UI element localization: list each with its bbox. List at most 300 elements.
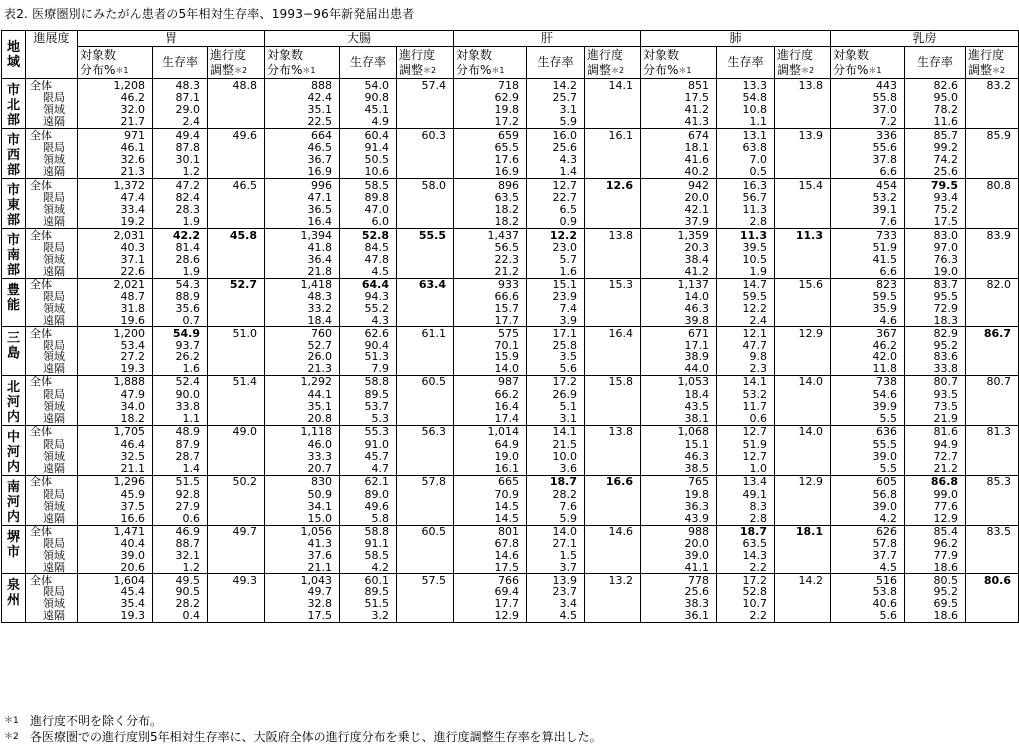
table-cell: 49.1 xyxy=(717,488,775,500)
table-cell: 636 xyxy=(831,425,905,438)
stage-label: 領域 xyxy=(26,351,78,363)
table-cell: 36.3 xyxy=(641,500,717,512)
table-cell: 87.8 xyxy=(153,141,208,153)
table-cell: 1,418 xyxy=(265,279,340,291)
table-cell: 12.9 xyxy=(905,512,966,525)
table-cell: 96.2 xyxy=(905,538,966,550)
table-cell xyxy=(775,586,831,598)
table-cell: 1.5 xyxy=(527,549,585,561)
table-cell: 16.1 xyxy=(454,462,527,475)
table-row-stage xyxy=(2,538,1019,550)
table-cell xyxy=(208,561,265,573)
header-adjusted-label: 進行度 xyxy=(587,47,624,62)
table-cell: 45.7 xyxy=(340,450,397,462)
table-row-stage xyxy=(2,216,1019,229)
stage-label: 遠隔 xyxy=(26,116,78,129)
table-cell: 79.5 xyxy=(905,179,966,192)
stage-label: 遠隔 xyxy=(26,610,78,622)
table-cell xyxy=(208,363,265,375)
table-cell: 15.3 xyxy=(585,279,641,291)
table-cell: 52.7 xyxy=(265,339,340,351)
header-adjusted-label: 進行度 xyxy=(210,47,247,62)
table-cell xyxy=(208,488,265,500)
table-cell: 54.8 xyxy=(717,91,775,103)
table-cell xyxy=(966,598,1019,610)
table-cell: 94.3 xyxy=(340,291,397,303)
header-stage: 進展度 xyxy=(26,31,78,79)
table-cell: 38.4 xyxy=(641,253,717,265)
table-cell: 55.5 xyxy=(831,438,905,450)
header-adjusted-label2: 調整 xyxy=(399,62,424,77)
table-cell xyxy=(208,91,265,103)
table-row-stage xyxy=(2,315,1019,327)
table-cell: 25.6 xyxy=(641,586,717,598)
table-cell: 5.5 xyxy=(831,412,905,425)
table-cell: 12.1 xyxy=(717,327,775,339)
table-cell: 39.0 xyxy=(831,450,905,462)
table-cell: 37.8 xyxy=(831,153,905,165)
stage-label: 限局 xyxy=(26,488,78,500)
table-cell: 16.9 xyxy=(265,166,340,179)
table-cell xyxy=(585,388,641,400)
table-cell: 1,043 xyxy=(265,574,340,586)
stage-label: 限局 xyxy=(26,339,78,351)
table-cell xyxy=(208,500,265,512)
table-cell: 58.5 xyxy=(340,179,397,192)
table-cell xyxy=(208,462,265,475)
table-cell: 81.4 xyxy=(153,241,208,253)
table-cell: 13.1 xyxy=(717,129,775,142)
header-site: 大腸 xyxy=(265,31,454,47)
table-cell: 18.7 xyxy=(717,525,775,537)
table-cell: 29.0 xyxy=(153,103,208,115)
table-cell: 17.6 xyxy=(454,153,527,165)
table-cell: 47.9 xyxy=(78,388,153,400)
table-cell: 83.7 xyxy=(905,279,966,291)
table-cell: 69.5 xyxy=(905,598,966,610)
table-row-stage xyxy=(2,598,1019,610)
footnote-mark-1: ＊1 xyxy=(302,65,316,75)
table-cell: 12.6 xyxy=(585,179,641,192)
table-cell xyxy=(208,598,265,610)
table-cell: 74.2 xyxy=(905,153,966,165)
stage-label: 領域 xyxy=(26,450,78,462)
table-cell: 2.8 xyxy=(717,512,775,525)
stage-label: 遠隔 xyxy=(26,412,78,425)
header-adjusted xyxy=(585,47,641,79)
table-cell: 765 xyxy=(641,475,717,488)
footnote-mark: ＊2 xyxy=(4,732,19,742)
table-cell: 851 xyxy=(641,79,717,92)
table-cell: 367 xyxy=(831,327,905,339)
footnote-mark-2: ＊2 xyxy=(423,65,437,75)
table-cell xyxy=(397,438,454,450)
table-cell: 336 xyxy=(831,129,905,142)
header-adjusted-label2: 調整 xyxy=(777,62,802,77)
table-cell: 15.4 xyxy=(775,179,831,192)
table-cell: 46.5 xyxy=(208,179,265,192)
header-site: 肺 xyxy=(641,31,831,47)
table-cell: 16.1 xyxy=(585,129,641,142)
stage-label: 遠隔 xyxy=(26,266,78,279)
table-cell xyxy=(585,538,641,550)
table-cell xyxy=(775,303,831,315)
table-cell: 36.7 xyxy=(265,153,340,165)
table-cell xyxy=(208,438,265,450)
table-cell xyxy=(397,598,454,610)
table-cell: 19.8 xyxy=(641,488,717,500)
table-cell: 0.5 xyxy=(717,166,775,179)
table-cell: 63.5 xyxy=(717,538,775,550)
table-cell: 19.2 xyxy=(78,216,153,229)
table-cell: 43.9 xyxy=(641,512,717,525)
table-cell: 47.0 xyxy=(340,203,397,215)
table-cell: 38.9 xyxy=(641,351,717,363)
table-cell xyxy=(775,103,831,115)
table-cell: 2.4 xyxy=(153,116,208,129)
header-row-sites xyxy=(2,31,1019,47)
table-cell: 39.8 xyxy=(641,315,717,327)
table-cell: 20.0 xyxy=(641,538,717,550)
table-cell: 7.2 xyxy=(831,116,905,129)
footnote-mark-1: ＊1 xyxy=(678,65,692,75)
table-cell: 93.7 xyxy=(153,339,208,351)
table-cell: 4.3 xyxy=(527,153,585,165)
table-cell xyxy=(208,266,265,279)
header-survival: 生存率 xyxy=(905,47,966,79)
table-cell: 17.7 xyxy=(454,598,527,610)
table-cell: 51.5 xyxy=(340,598,397,610)
table-cell xyxy=(775,339,831,351)
table-cell: 26.0 xyxy=(265,351,340,363)
table-cell: 41.6 xyxy=(641,153,717,165)
table-cell: 21.9 xyxy=(905,412,966,425)
table-cell xyxy=(966,549,1019,561)
table-cell: 33.3 xyxy=(265,450,340,462)
table-cell: 72.7 xyxy=(905,450,966,462)
table-cell xyxy=(775,450,831,462)
table-cell xyxy=(397,153,454,165)
region-name-text: 市北部 xyxy=(6,83,20,128)
table-cell: 32.0 xyxy=(78,103,153,115)
table-cell xyxy=(966,191,1019,203)
table-cell: 62.6 xyxy=(340,327,397,339)
table-cell: 14.1 xyxy=(585,79,641,92)
table-cell xyxy=(397,191,454,203)
table-cell xyxy=(208,586,265,598)
table-cell xyxy=(775,561,831,573)
table-row-stage xyxy=(2,103,1019,115)
table-cell: 14.6 xyxy=(585,525,641,537)
table-cell: 64.4 xyxy=(340,279,397,291)
table-cell: 82.0 xyxy=(966,279,1019,291)
table-cell xyxy=(775,500,831,512)
table-cell xyxy=(585,266,641,279)
table-row-stage xyxy=(2,363,1019,375)
table-cell: 1.2 xyxy=(153,561,208,573)
table-cell: 47.1 xyxy=(265,191,340,203)
region-name xyxy=(2,79,26,129)
table-cell xyxy=(966,412,1019,425)
table-cell xyxy=(208,191,265,203)
table-cell: 4.5 xyxy=(831,561,905,573)
stage-label: 全体 xyxy=(26,129,78,142)
stage-label: 全体 xyxy=(26,425,78,438)
table-cell: 35.4 xyxy=(78,598,153,610)
table-cell: 1.1 xyxy=(153,412,208,425)
table-cell xyxy=(397,291,454,303)
table-cell: 23.7 xyxy=(527,586,585,598)
table-cell: 1,118 xyxy=(265,425,340,438)
table-cell: 942 xyxy=(641,179,717,192)
table-cell xyxy=(208,103,265,115)
table-cell: 83.5 xyxy=(966,525,1019,537)
table-cell: 443 xyxy=(831,79,905,92)
table-cell xyxy=(585,610,641,622)
table-cell: 659 xyxy=(454,129,527,142)
table-cell xyxy=(966,363,1019,375)
table-cell: 19.3 xyxy=(78,363,153,375)
table-cell: 95.5 xyxy=(905,291,966,303)
table-cell: 48.7 xyxy=(78,291,153,303)
table-cell: 45.1 xyxy=(340,103,397,115)
stage-label: 領域 xyxy=(26,153,78,165)
table-cell: 53.2 xyxy=(831,191,905,203)
table-cell: 15.1 xyxy=(641,438,717,450)
table-cell: 1,394 xyxy=(265,229,340,242)
stage-label: 全体 xyxy=(26,79,78,92)
table-row-total xyxy=(2,279,1019,291)
stage-label: 全体 xyxy=(26,525,78,537)
table-cell: 17.2 xyxy=(717,574,775,586)
table-row-stage xyxy=(2,500,1019,512)
table-cell xyxy=(775,91,831,103)
table-cell: 83.2 xyxy=(966,79,1019,92)
table-cell xyxy=(775,412,831,425)
region-name-text: 市南部 xyxy=(6,233,20,278)
footnote-mark: ＊1 xyxy=(4,716,19,726)
table-cell xyxy=(397,266,454,279)
table-cell: 2.4 xyxy=(717,315,775,327)
table-cell: 21.2 xyxy=(905,462,966,475)
table-cell: 37.6 xyxy=(265,549,340,561)
table-cell: 83.0 xyxy=(905,229,966,242)
table-cell: 49.7 xyxy=(208,525,265,537)
table-row-stage xyxy=(2,549,1019,561)
table-row-stage xyxy=(2,438,1019,450)
footnote-text: 各医療圏での進行度別5年相対生存率に、大阪府全体の進行度分布を乗じ、進行度調整生存率を算出した。 xyxy=(30,730,602,744)
table-cell: 57.8 xyxy=(831,538,905,550)
table-cell: 14.1 xyxy=(527,425,585,438)
table-cell xyxy=(208,315,265,327)
table-cell: 13.9 xyxy=(775,129,831,142)
header-region-text: 地域 xyxy=(6,39,20,70)
header-site: 胃 xyxy=(78,31,265,47)
table-cell: 1,292 xyxy=(265,375,340,388)
table-cell: 20.6 xyxy=(78,561,153,573)
stage-label: 全体 xyxy=(26,574,78,586)
table-cell: 30.1 xyxy=(153,153,208,165)
table-row-stage xyxy=(2,450,1019,462)
table-cell: 19.6 xyxy=(78,315,153,327)
table-cell xyxy=(397,400,454,412)
table-cell xyxy=(397,253,454,265)
table-cell: 2.8 xyxy=(717,216,775,229)
table-cell: 20.0 xyxy=(641,191,717,203)
table-row-stage xyxy=(2,586,1019,598)
table-cell: 64.9 xyxy=(454,438,527,450)
table-cell xyxy=(966,538,1019,550)
table-cell: 38.5 xyxy=(641,462,717,475)
table-cell xyxy=(585,400,641,412)
footnote-mark-2: ＊2 xyxy=(801,65,815,75)
table-cell xyxy=(966,91,1019,103)
table-cell: 1.4 xyxy=(153,462,208,475)
table-cell: 41.1 xyxy=(641,561,717,573)
table-row-stage xyxy=(2,400,1019,412)
footnote-mark-2: ＊2 xyxy=(234,65,248,75)
table-cell: 14.3 xyxy=(717,549,775,561)
table-row-stage xyxy=(2,91,1019,103)
table-cell: 18.1 xyxy=(641,141,717,153)
table-row-stage xyxy=(2,610,1019,622)
table-cell: 88.7 xyxy=(153,538,208,550)
stage-label: 遠隔 xyxy=(26,363,78,375)
table-cell xyxy=(208,241,265,253)
table-cell: 69.4 xyxy=(454,586,527,598)
table-cell xyxy=(208,339,265,351)
table-cell: 56.7 xyxy=(717,191,775,203)
table-cell: 14.2 xyxy=(527,79,585,92)
table-cell: 1.6 xyxy=(153,363,208,375)
table-cell: 5.7 xyxy=(527,253,585,265)
header-site: 乳房 xyxy=(831,31,1019,47)
table-row-stage xyxy=(2,253,1019,265)
header-survival: 生存率 xyxy=(340,47,397,79)
table-cell: 58.0 xyxy=(397,179,454,192)
table-cell: 1,471 xyxy=(78,525,153,537)
table-cell xyxy=(966,400,1019,412)
table-cell: 55.3 xyxy=(340,425,397,438)
stage-label: 全体 xyxy=(26,327,78,339)
table-row-stage xyxy=(2,561,1019,573)
table-cell: 80.8 xyxy=(966,179,1019,192)
header-adjusted-label2: 調整 xyxy=(210,62,235,77)
table-cell xyxy=(397,488,454,500)
table-cell: 19.0 xyxy=(905,266,966,279)
table-cell: 12.7 xyxy=(527,179,585,192)
footnote-mark-2: ＊2 xyxy=(611,65,625,75)
table-cell: 16.6 xyxy=(585,475,641,488)
table-cell: 1,053 xyxy=(641,375,717,388)
table-row-stage xyxy=(2,241,1019,253)
table-cell xyxy=(775,116,831,129)
table-cell: 58.8 xyxy=(340,375,397,388)
stage-label: 全体 xyxy=(26,279,78,291)
table-cell: 15.6 xyxy=(775,279,831,291)
table-cell xyxy=(397,241,454,253)
table-cell: 87.1 xyxy=(153,91,208,103)
table-cell xyxy=(966,153,1019,165)
region-name-text: 中河内 xyxy=(6,429,20,475)
table-cell: 51.0 xyxy=(208,327,265,339)
table-cell: 17.7 xyxy=(454,315,527,327)
table-cell: 674 xyxy=(641,129,717,142)
table-cell: 13.8 xyxy=(585,229,641,242)
table-cell: 1,888 xyxy=(78,375,153,388)
table-cell xyxy=(966,438,1019,450)
table-cell: 89.8 xyxy=(340,191,397,203)
table-cell: 52.7 xyxy=(208,279,265,291)
table-cell xyxy=(397,462,454,475)
table-cell: 14.7 xyxy=(717,279,775,291)
table-cell xyxy=(775,598,831,610)
table-cell: 45.8 xyxy=(208,229,265,242)
table-cell: 33.8 xyxy=(153,400,208,412)
table-cell: 1,296 xyxy=(78,475,153,488)
stage-label: 領域 xyxy=(26,549,78,561)
region-name xyxy=(2,129,26,179)
table-cell: 48.3 xyxy=(265,291,340,303)
table-cell: 46.4 xyxy=(78,438,153,450)
table-cell: 4.5 xyxy=(340,266,397,279)
table-cell: 90.0 xyxy=(153,388,208,400)
stage-label: 遠隔 xyxy=(26,166,78,179)
table-cell: 80.7 xyxy=(966,375,1019,388)
table-cell: 42.0 xyxy=(831,351,905,363)
table-cell: 82.9 xyxy=(905,327,966,339)
table-cell: 1,437 xyxy=(454,229,527,242)
table-cell: 10.6 xyxy=(340,166,397,179)
table-cell: 21.5 xyxy=(527,438,585,450)
table-cell: 21.3 xyxy=(265,363,340,375)
table-cell: 90.5 xyxy=(153,586,208,598)
table-cell: 47.8 xyxy=(340,253,397,265)
table-cell: 53.4 xyxy=(78,339,153,351)
table-cell: 82.6 xyxy=(905,79,966,92)
table-cell xyxy=(775,488,831,500)
table-cell xyxy=(208,303,265,315)
table-cell xyxy=(775,538,831,550)
table-cell: 19.0 xyxy=(454,450,527,462)
stage-label: 限局 xyxy=(26,191,78,203)
table-cell: 17.5 xyxy=(454,561,527,573)
table-cell: 73.5 xyxy=(905,400,966,412)
table-row-stage xyxy=(2,512,1019,525)
table-cell: 3.5 xyxy=(527,351,585,363)
table-cell: 2,031 xyxy=(78,229,153,242)
table-cell: 63.4 xyxy=(397,279,454,291)
table-cell xyxy=(775,388,831,400)
table-cell: 67.8 xyxy=(454,538,527,550)
table-cell: 46.0 xyxy=(265,438,340,450)
table-row-stage xyxy=(2,266,1019,279)
table-cell: 60.3 xyxy=(397,129,454,142)
table-cell xyxy=(966,462,1019,475)
table-cell: 53.2 xyxy=(717,388,775,400)
table-cell xyxy=(775,191,831,203)
table-cell: 7.0 xyxy=(717,153,775,165)
table-cell: 4.2 xyxy=(831,512,905,525)
table-cell: 21.1 xyxy=(78,462,153,475)
table-cell: 22.5 xyxy=(265,116,340,129)
table-cell: 91.1 xyxy=(340,538,397,550)
table-cell xyxy=(585,488,641,500)
header-adjusted xyxy=(966,47,1019,79)
table-cell: 626 xyxy=(831,525,905,537)
table-cell: 62.9 xyxy=(454,91,527,103)
table-cell: 15.7 xyxy=(454,303,527,315)
